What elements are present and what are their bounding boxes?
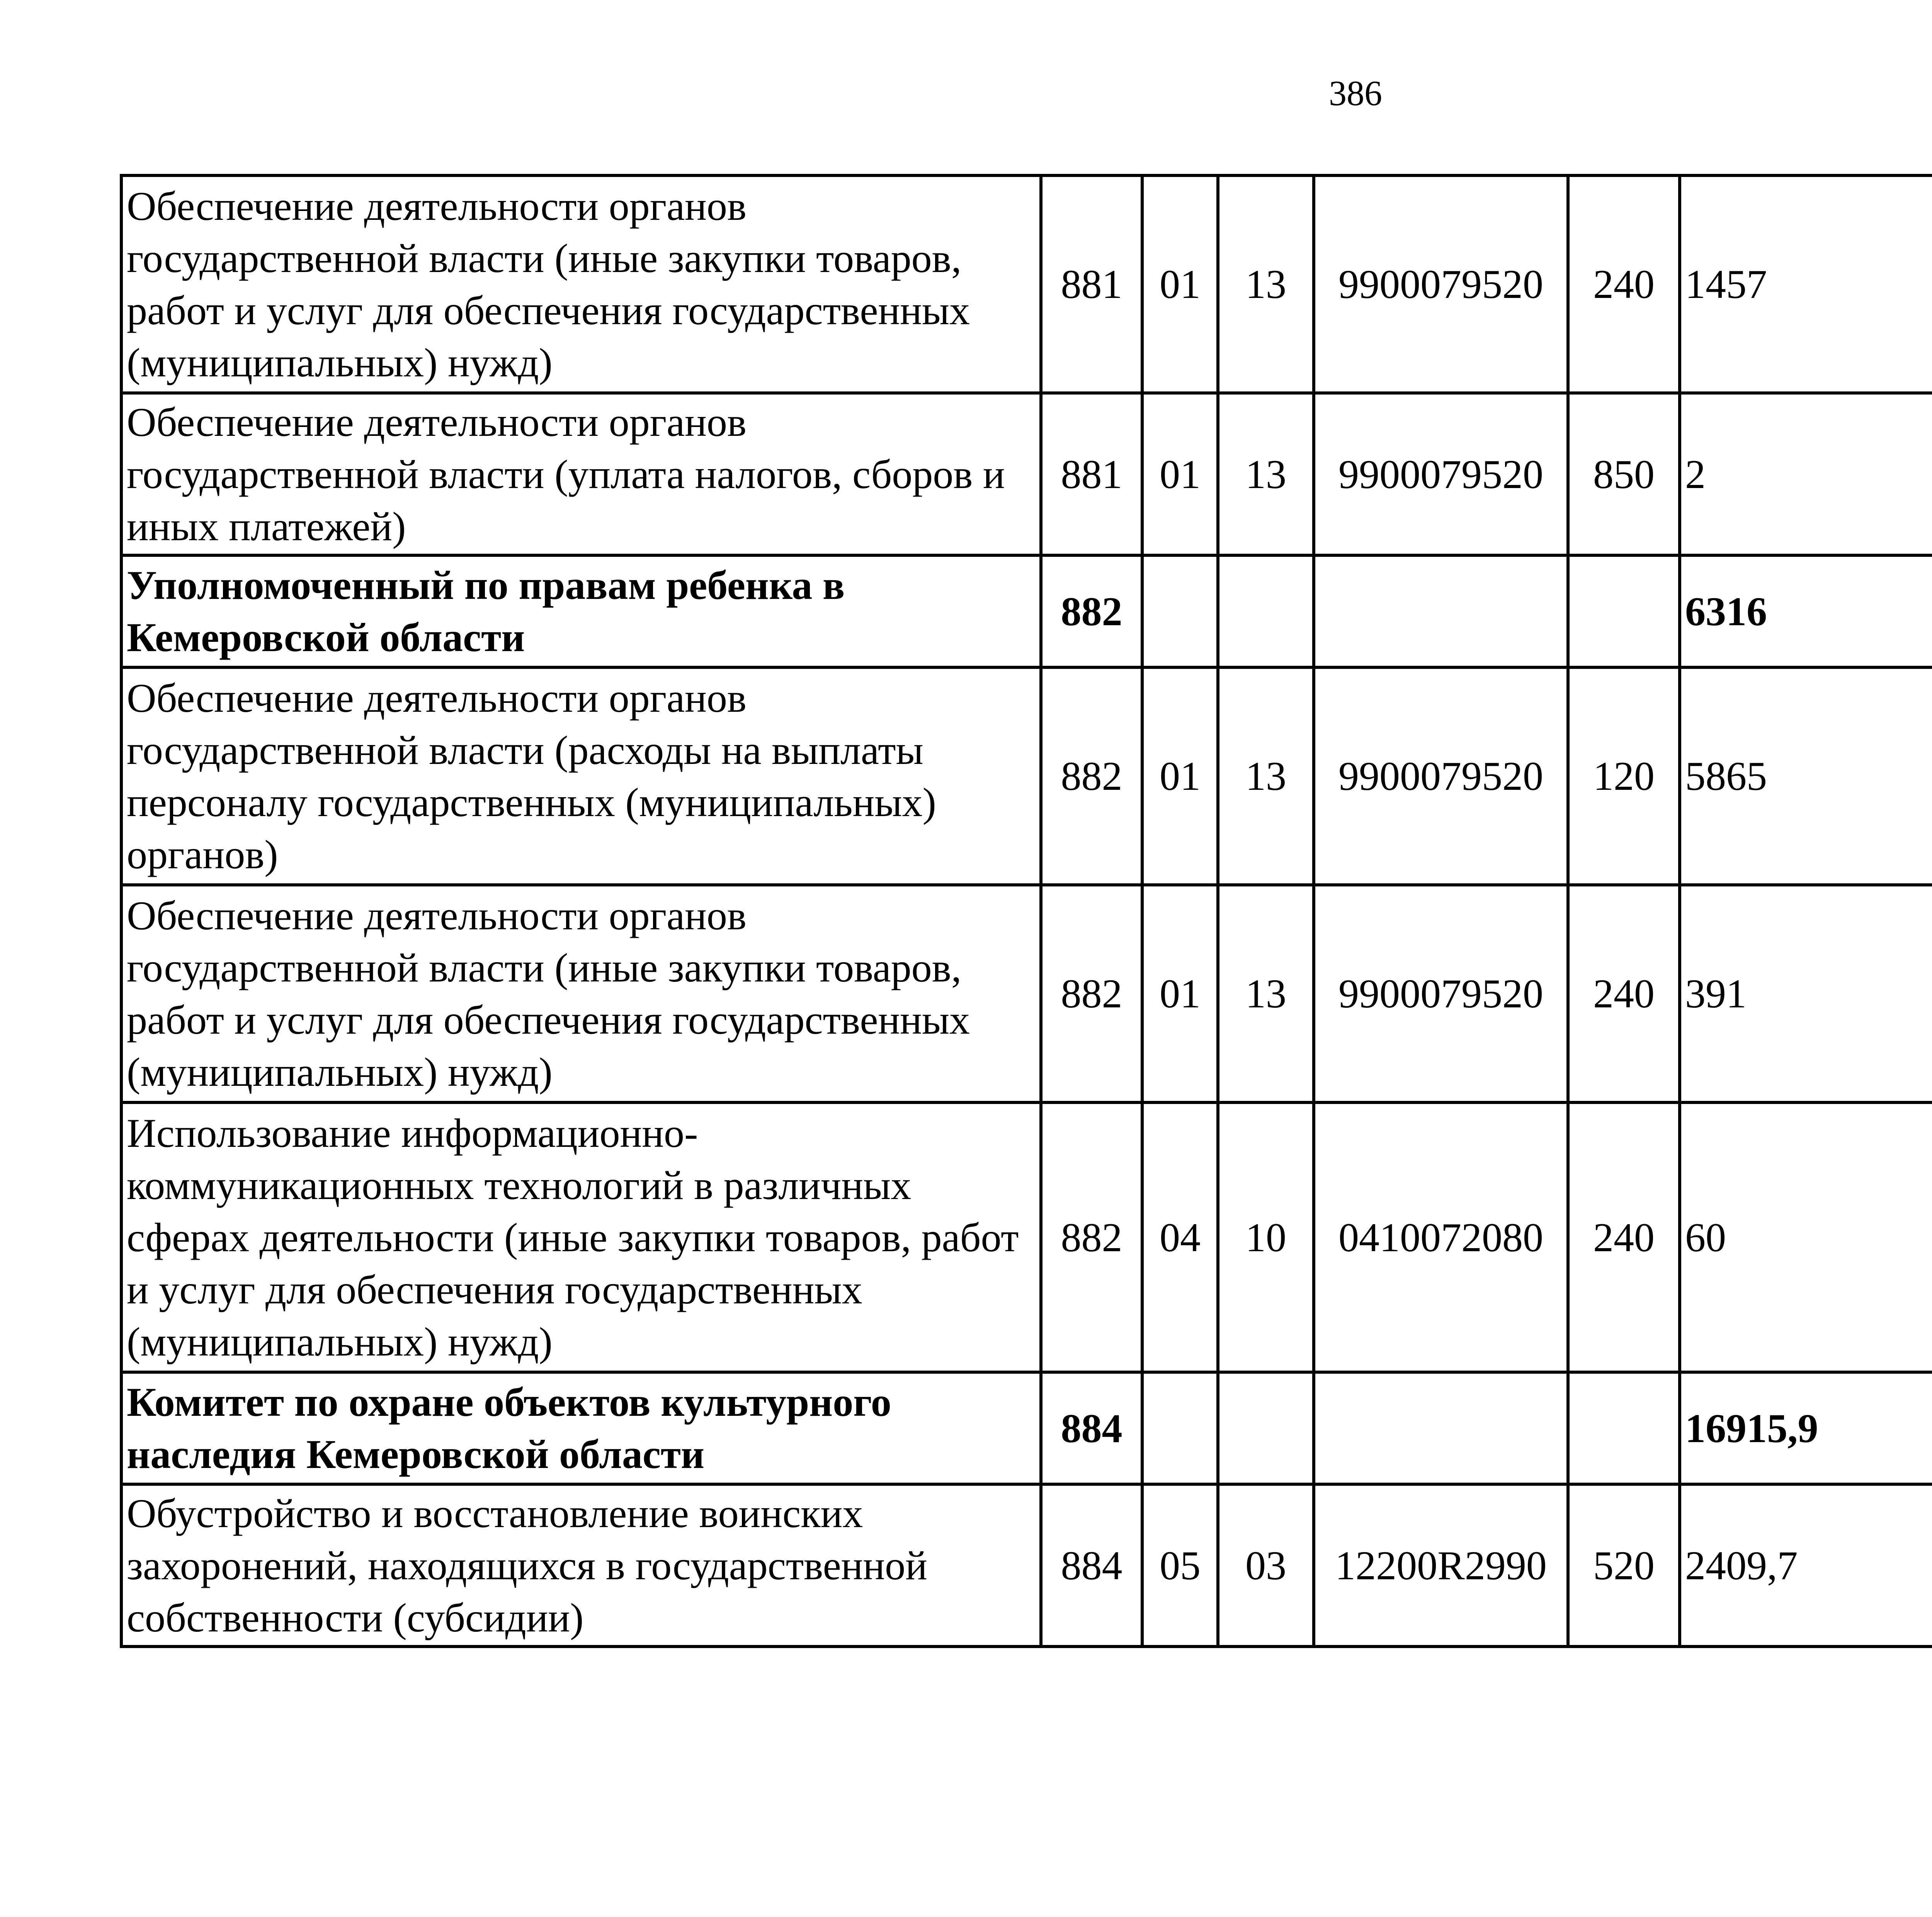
department-code: 882: [1041, 555, 1142, 667]
table-row: [121, 175, 1932, 393]
department-code: 884: [1041, 1484, 1142, 1647]
target-article-code: [1314, 555, 1568, 667]
section-code: 04: [1142, 1102, 1218, 1372]
amount-1: 2409,7: [1680, 1484, 1932, 1647]
expense-type-code: 520: [1568, 1484, 1680, 1647]
department-code: 882: [1041, 667, 1142, 885]
table-row: [121, 393, 1932, 555]
amount-1: 5865: [1680, 667, 1932, 885]
department-code: 882: [1041, 1102, 1142, 1372]
target-article-code: 9900079520: [1314, 667, 1568, 885]
page-number: 386: [1329, 73, 1382, 113]
section-code: 01: [1142, 393, 1218, 555]
department-code: 884: [1041, 1372, 1142, 1484]
section-code: 01: [1142, 175, 1218, 393]
row-name: Обеспечение деятельности органов государственной власти (иные закупки товаров, работ и услуг для обеспечения государственных (муниципальных) нужд): [121, 175, 1041, 393]
expense-type-code: 120: [1568, 667, 1680, 885]
amount-1: 1457: [1680, 175, 1932, 393]
subsection-code: 13: [1218, 667, 1314, 885]
expense-type-code: [1568, 555, 1680, 667]
expense-type-code: 240: [1568, 1102, 1680, 1372]
amount-1: 6316: [1680, 555, 1932, 667]
subsection-code: 10: [1218, 1102, 1314, 1372]
row-name: Обеспечение деятельности органов государственной власти (иные закупки товаров, работ и услуг для обеспечения государственных (муниципальных) нужд): [121, 885, 1041, 1102]
table-row: [121, 1102, 1932, 1372]
expense-type-code: 240: [1568, 175, 1680, 393]
target-article-code: 12200R2990: [1314, 1484, 1568, 1647]
expense-type-code: 850: [1568, 393, 1680, 555]
subsection-code: 03: [1218, 1484, 1314, 1647]
subsection-code: [1218, 555, 1314, 667]
expense-type-code: [1568, 1372, 1680, 1484]
subsection-code: 13: [1218, 175, 1314, 393]
section-code: 01: [1142, 667, 1218, 885]
table-row: [121, 1484, 1932, 1647]
subsection-code: [1218, 1372, 1314, 1484]
row-name: Использование информационно-коммуникационных технологий в различных сферах деятельности (иные закупки товаров, работ и услуг для обеспечения государственных (муниципальных) нужд): [121, 1102, 1041, 1372]
section-code: 01: [1142, 885, 1218, 1102]
amount-1: 16915,9: [1680, 1372, 1932, 1484]
department-code: 881: [1041, 393, 1142, 555]
row-name: Комитет по охране объектов культурного наследия Кемеровской области: [121, 1372, 1041, 1484]
target-article-code: 9900079520: [1314, 393, 1568, 555]
table-row: [121, 555, 1932, 667]
amount-1: 2: [1680, 393, 1932, 555]
target-article-code: 9900079520: [1314, 175, 1568, 393]
section-code: 05: [1142, 1484, 1218, 1647]
target-article-code: 0410072080: [1314, 1102, 1568, 1372]
table-row: [121, 1372, 1932, 1484]
amount-1: 391: [1680, 885, 1932, 1102]
amount-1: 60: [1680, 1102, 1932, 1372]
row-name: Обеспечение деятельности органов государственной власти (уплата налогов, сборов и иных платежей): [121, 393, 1041, 555]
department-code: 882: [1041, 885, 1142, 1102]
row-name: Обеспечение деятельности органов государственной власти (расходы на выплаты персоналу государственных (муниципальных) органов): [121, 667, 1041, 885]
expense-type-code: 240: [1568, 885, 1680, 1102]
section-code: [1142, 555, 1218, 667]
table-row: [121, 885, 1932, 1102]
department-code: 881: [1041, 175, 1142, 393]
row-name: Обустройство и восстановление воинских захоронений, находящихся в государственной собственности (субсидии): [121, 1484, 1041, 1647]
budget-table: [120, 174, 1932, 1648]
section-code: [1142, 1372, 1218, 1484]
row-name: Уполномоченный по правам ребенка в Кемеровской области: [121, 555, 1041, 667]
table-row: [121, 667, 1932, 885]
subsection-code: 13: [1218, 885, 1314, 1102]
subsection-code: 13: [1218, 393, 1314, 555]
target-article-code: 9900079520: [1314, 885, 1568, 1102]
target-article-code: [1314, 1372, 1568, 1484]
